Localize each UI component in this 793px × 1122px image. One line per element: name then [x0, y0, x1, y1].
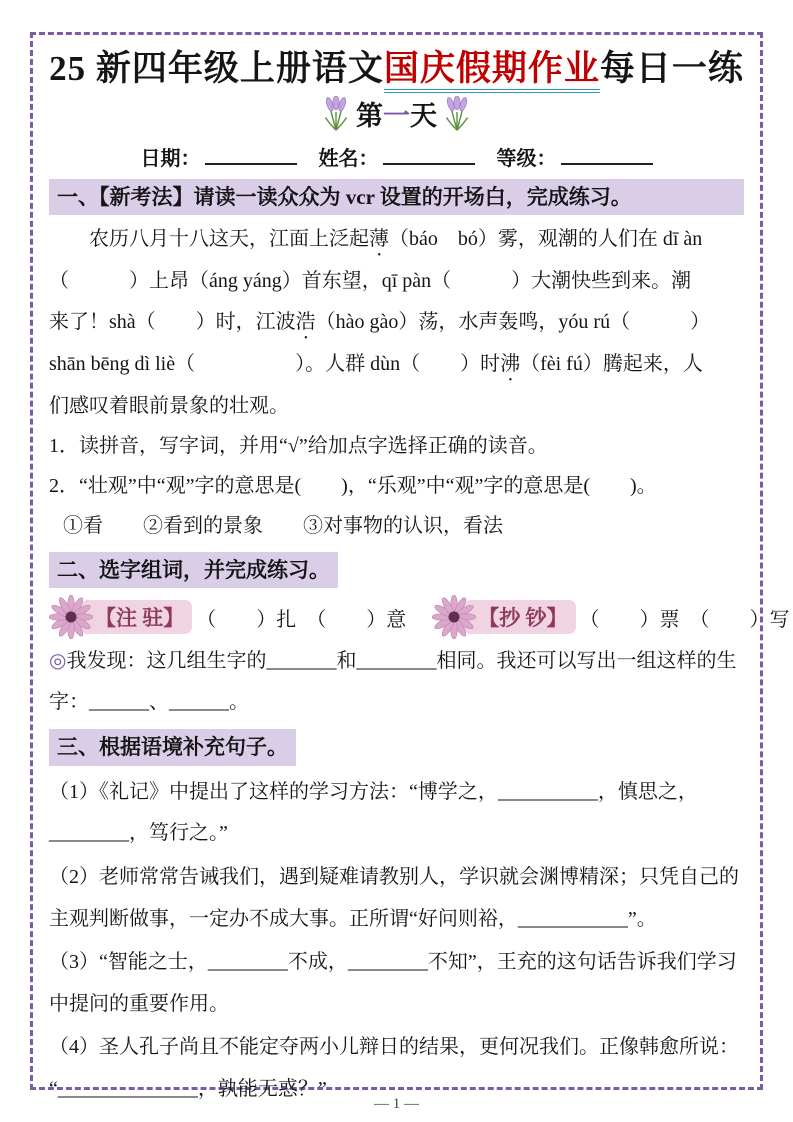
- date-blank: [205, 147, 297, 165]
- grade-label: 等级：: [496, 148, 557, 170]
- dotted-char: 沸: [500, 352, 521, 375]
- passage-line: shān bēng dì liè（ ）。人群 dùn（ ）时沸（fèi fú）腾起来，人: [49, 352, 703, 375]
- title-suffix: 每日一练: [599, 49, 744, 88]
- char-pair-group: [432, 595, 789, 639]
- flower-daisy-icon: [49, 595, 93, 639]
- name-label: 姓名：: [318, 148, 379, 170]
- grade-blank: [561, 147, 653, 165]
- fill-in-item: （4）圣人孔子尚且不能定夺两小儿辩日的结果，更何况我们。正像韩愈所说：“______________，孰能无惑？”: [49, 1036, 739, 1100]
- info-line: [49, 142, 744, 171]
- section3-items: [49, 772, 744, 1111]
- day-banner: [49, 94, 744, 133]
- char-pair-label: 【注 驻】: [81, 600, 192, 634]
- flower-crocus-icon: [322, 96, 350, 132]
- section3-heading: 三、根据语境补充句子。: [49, 729, 296, 765]
- date-label: 日期：: [140, 148, 201, 170]
- fill-in-item: （2）老师常常告诫我们，遇到疑难请教别人，学识就会渊博精深；只凭自己的主观判断做事，一定办不成大事。正所谓“好问则裕，___________”。: [49, 866, 739, 930]
- worksheet-border: [30, 32, 790, 1100]
- char-pair-blanks: （ ）扎 （ ）意: [196, 608, 407, 631]
- question-2-options: ①看 ②看到的景象 ③对事物的认识，看法: [63, 515, 503, 538]
- dotted-char: 薄: [369, 228, 389, 251]
- flower-crocus-icon: [443, 96, 471, 132]
- day-pre: 第: [356, 101, 383, 131]
- flower-daisy-icon: [432, 595, 476, 639]
- discover-text: 我发现：这几组生字的_______和________相同。我还可以写出一组这样的生字：______、______。: [49, 650, 737, 714]
- title-holiday-highlight: 国庆假期作业: [384, 49, 600, 93]
- fill-in-item: （3）“智能之士，________不成，________不知”，王充的这句话告诉我们学习中提问的重要作用。: [49, 951, 737, 1015]
- dotted-char: 浩: [295, 310, 316, 333]
- section2-heading: 二、选字组词，并完成练习。: [49, 552, 338, 588]
- passage-line: 们感叹着眼前景象的壮观。: [49, 394, 289, 417]
- section1-heading: 一、【新考法】请读一读众众为 vcr 设置的开场白，完成练习。: [49, 179, 744, 215]
- discover-marker: ◎: [49, 650, 67, 673]
- passage-line: 农历八月十八这天，江面上泛起薄（báo bó）雾，观潮的人们在 dī àn: [89, 228, 703, 251]
- page-number: — 1 —: [374, 1096, 419, 1112]
- name-blank: [383, 147, 475, 165]
- day-post: 天: [410, 101, 437, 131]
- question-1: 1．读拼音，写字词，并用“√”给加点字选择正确的读音。: [49, 435, 548, 458]
- passage-line: 来了！shà（ ）时，江波浩（hào gào）荡，水声轰鸣，yóu rú（ ）: [49, 310, 711, 333]
- page-title: [49, 41, 744, 91]
- day-number: 一: [383, 101, 410, 131]
- char-pair-group: [49, 595, 406, 639]
- char-choice-row: [49, 595, 790, 639]
- char-pair-blanks: （ ）票 （ ）写: [579, 608, 790, 631]
- title-prefix: 25 新四年级上册语文: [49, 49, 384, 88]
- section1-passage: [49, 219, 744, 426]
- char-pair-label: 【抄 钞】: [464, 600, 575, 634]
- question-2: 2．“壮观”中“观”字的意思是( )，“乐观”中“观”字的意思是( )。: [49, 475, 657, 498]
- day-label: [356, 94, 437, 133]
- fill-in-item: （1）《礼记》中提出了这样的学习方法：“博学之，__________，慎思之，________，笃行之。”: [49, 780, 698, 845]
- passage-line: （ ）上昂（áng yáng）首东望，qī pàn（ ）大潮快些到来。潮: [49, 270, 692, 293]
- discover-note: [49, 641, 744, 723]
